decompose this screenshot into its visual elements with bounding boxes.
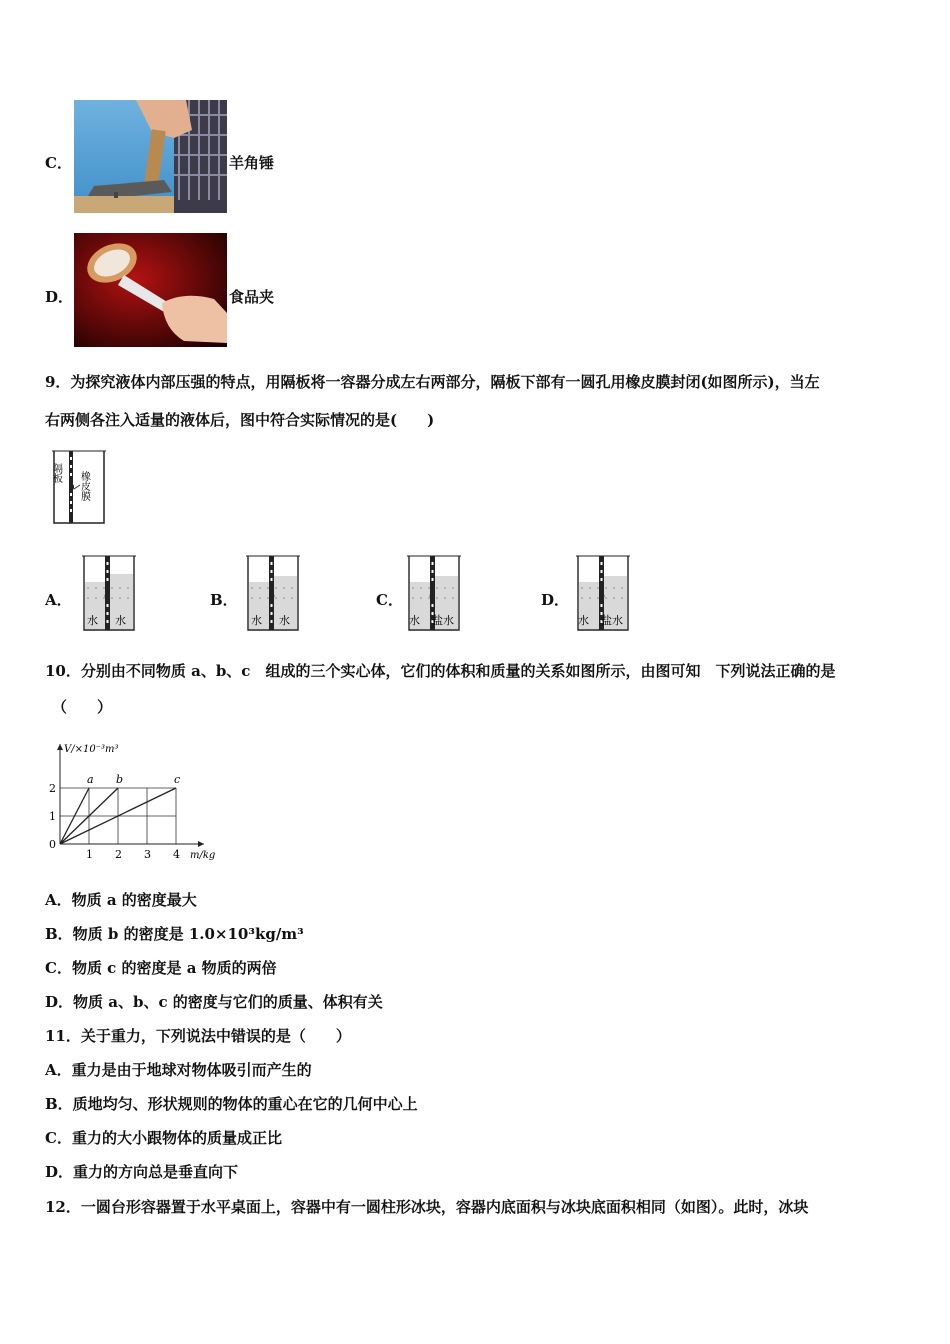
- right-liquid-label: 盐水: [601, 614, 623, 627]
- q11-option-c: C．重力的大小跟物体的质量成正比: [45, 1129, 282, 1147]
- y-axis-arrow: [57, 744, 63, 750]
- q9-option-beaker: [246, 554, 300, 632]
- q12-stem: 12．一圆台形容器置于水平桌面上，容器中有一圆柱形冰块，容器内底面积与冰块底面积相同（如图）。此时，冰块: [45, 1198, 809, 1216]
- q10-option-d: D．物质 a、b、c 的密度与它们的质量、体积有关: [45, 993, 383, 1011]
- origin-label: 0: [49, 838, 56, 851]
- left-liquid-label: 水: [578, 614, 589, 627]
- x-tick-label: 2: [115, 848, 122, 861]
- q9-stem-line1: 9．为探究液体内部压强的特点，用隔板将一容器分成左右两部分，隔板下部有一圆孔用橡皮膜封闭(如图所示)，当左: [45, 373, 820, 391]
- q11-stem: 11．关于重力，下列说法中错误的是（ ）: [45, 1027, 351, 1045]
- density-chart: [44, 738, 224, 864]
- left-liquid-label: 水: [251, 614, 262, 627]
- q9-stem-line2: 右两侧各注入适量的液体后，图中符合实际情况的是( ): [45, 411, 435, 429]
- left-liquid-label: 水: [87, 614, 98, 627]
- partition-label: 隔板: [50, 463, 62, 483]
- option-d-letter: D．: [45, 288, 74, 306]
- claw-hammer-photo: [74, 100, 227, 213]
- left-liquid-label: 水: [409, 614, 420, 627]
- x-tick-label: 3: [144, 848, 151, 861]
- series-label-c: c: [174, 773, 181, 786]
- food-tongs-photo: [74, 233, 227, 347]
- membrane-label: 橡皮膜: [78, 471, 90, 501]
- right-liquid-label: 盐水: [432, 614, 454, 627]
- q10-option-a: A．物质 a 的密度最大: [45, 891, 197, 909]
- right-liquid-label: 水: [279, 614, 290, 627]
- q9-option-letter: D．: [541, 591, 570, 609]
- q9-option-letter: B．: [210, 591, 238, 609]
- q11-option-d: D．重力的方向总是垂直向下: [45, 1163, 239, 1181]
- q10-stem-line1: 10．分别由不同物质 a、b、c 组成的三个实心体，它们的体积和质量的关系如图所示，由图可知 下列说法正确的是: [45, 662, 836, 680]
- right-liquid-label: 水: [115, 614, 126, 627]
- series-label-b: b: [116, 773, 124, 786]
- option-d-label: 食品夹: [229, 288, 275, 306]
- q10-stem-line2: （ ）: [52, 698, 113, 716]
- y-tick-label: 2: [49, 782, 56, 795]
- option-c-letter: C．: [45, 154, 72, 172]
- q9-option-letter: C．: [376, 591, 403, 609]
- x-tick-label: 4: [173, 848, 180, 861]
- y-axis-label: V/×10⁻³m³: [64, 744, 119, 755]
- y-tick-label: 1: [49, 810, 56, 823]
- q9-option-beaker: [82, 554, 136, 632]
- q11-option-b: B．质地均匀、形状规则的物体的重心在它的几何中心上: [45, 1095, 418, 1113]
- option-c-label: 羊角锤: [229, 154, 275, 172]
- q9-option-letter: A．: [45, 591, 72, 609]
- q9-apparatus-figure: [52, 449, 108, 525]
- q11-option-a: A．重力是由于地球对物体吸引而产生的: [45, 1061, 312, 1079]
- x-axis-label: m/kg: [190, 850, 216, 861]
- q10-option-b: B．物质 b 的密度是 1.0×10³kg/m³: [45, 925, 304, 943]
- q10-option-c: C．物质 c 的密度是 a 物质的两倍: [45, 959, 277, 977]
- q9-option-beaker: [576, 554, 630, 632]
- x-tick-label: 1: [86, 848, 93, 861]
- x-axis-arrow: [198, 841, 204, 847]
- q9-option-beaker: [407, 554, 461, 632]
- series-label-a: a: [87, 773, 94, 786]
